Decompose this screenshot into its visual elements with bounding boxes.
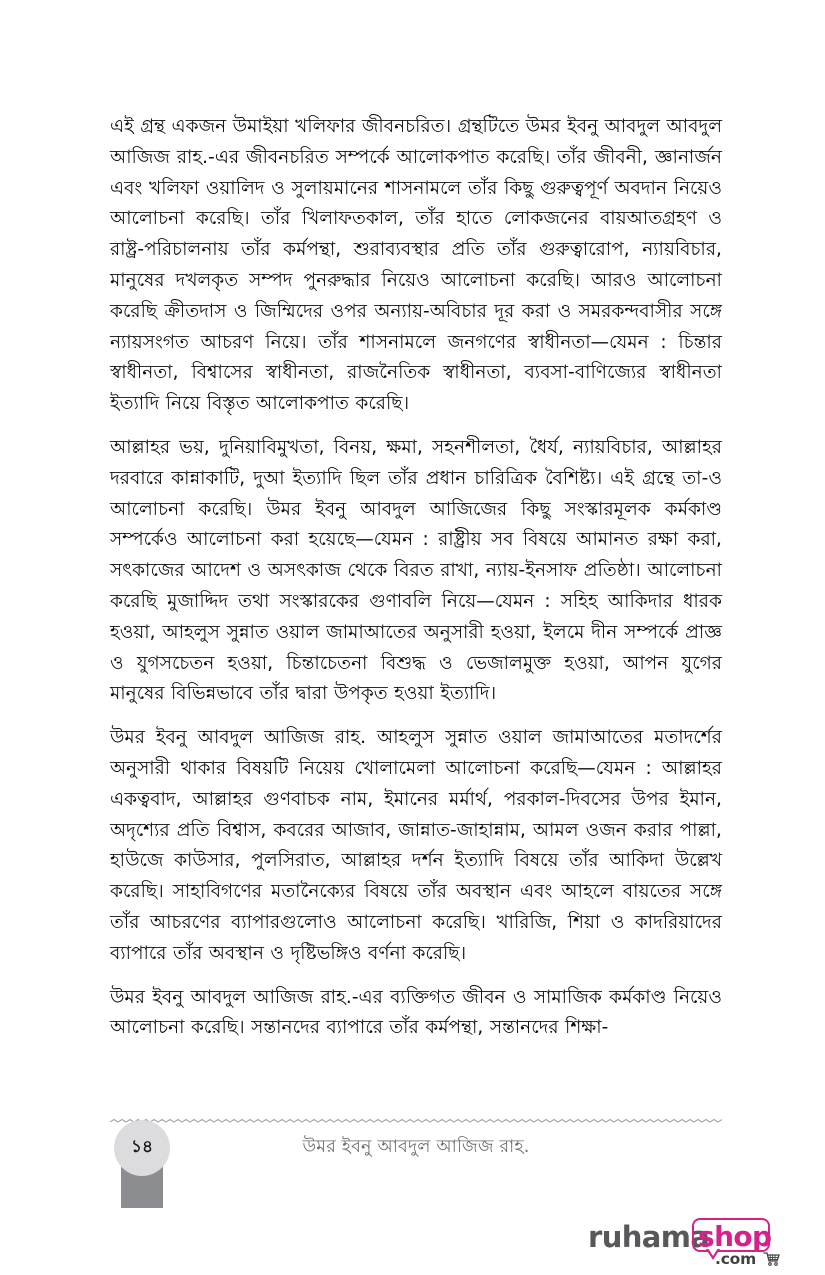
footer-divider-rule — [110, 1118, 722, 1124]
shopping-cart-icon — [763, 1251, 780, 1267]
body-paragraph-2: আল্লাহর ভয়, দুনিয়াবিমুখতা, বিনয়, ক্ষমা, সহনশীলতা, ধৈর্য, ন্যায়বিচার, আল্লাহর দরবারে কান্নাকাটি, দুআ ইত্যাদি ছিল তাঁর প্রধান চারিত্রিক বৈশিষ্ট্য। এই গ্রন্থে তা-ও আলোচনা করেছি। উমর ইবনু আবদুল আজিজের কিছু সংস্কারমূলক কর্মকাণ্ড সম্পর্কেও আলোচনা করা হয়েছে—যেমন : রাষ্ট্রীয় সব বিষয়ে আমানত রক্ষা করা, সৎকাজের আদেশ ও অসৎকাজ থেকে বিরত রাখা, ন্যায়-ইনসাফ প্রতিষ্ঠা। আলোচনা করেছি মুজাদ্দিদ তথা সংস্কারকের গুণাবলি নিয়ে—যেমন : সহিহ আকিদার ধারক হওয়া, আহলুস সুন্নাত ওয়াল জামাআতের অনুসারী হওয়া, ইলমে দীন সম্পর্কে প্রাজ্ঞ ও যুগসচেতন হওয়া, চিন্তাচেতনা বিশুদ্ধ ও ভেজালমুক্ত হওয়া, আপন যুগের মানুষের বিভিন্নভাবে তাঁর দ্বারা উপকৃত হওয়া ইত্যাদি। — [110, 436, 722, 705]
page-number: ১৪ — [130, 1136, 154, 1157]
body-paragraph-4: উমর ইবনু আবদুল আজিজ রাহ.-এর ব্যক্তিগত জীবন ও সামাজিক কর্মকাণ্ড নিয়েও আলোচনা করেছি। সন্তানদের ব্যাপারে তাঁর কর্মপন্থা, সন্তানদের শিক্ষা- — [110, 986, 722, 1039]
brand-domain-suffix: .com — [715, 1250, 757, 1268]
ruhamashop-logo[interactable] — [588, 1218, 784, 1270]
page-content — [110, 112, 722, 1044]
body-paragraph-1: এই গ্রন্থ একজন উমাইয়া খলিফার জীবনচরিত। গ্রন্থটিতে উমর ইবনু আবদুল আবদুল আজিজ রাহ.-এর জীবনচরিত সম্পর্কে আলোকপাত করেছি। তাঁর জীবনী, জ্ঞানার্জন এবং খলিফা ওয়ালিদ ও সুলায়মানের শাসনামলে তাঁর কিছু গুরুত্বপূর্ণ অবদান নিয়েও আলোচনা করেছি। তাঁর খিলাফতকাল, তাঁর হাতে লোকজনের বায়আতগ্রহণ ও রাষ্ট্র-পরিচালনায় তাঁর কর্মপন্থা, শুরাব্যবস্থার প্রতি তাঁর গুরুত্বারোপ, ন্যায়বিচার, মানুষের দখলকৃত সম্পদ পুনরুদ্ধার নিয়েও আলোচনা করেছি। আরও আলোচনা করেছি ক্রীতদাস ও জিম্মিদের ওপর অন্যায়-অবিচার দূর করা ও সমরকন্দবাসীর সঙ্গে ন্যায়সংগত আচরণ নিয়ে। তাঁর শাসনামলে জনগণের স্বাধীনতা—যেমন : চিন্তার স্বাধীনতা, বিশ্বাসের স্বাধীনতা, রাজনৈতিক স্বাধীনতা, ব্যবসা-বাণিজ্যের স্বাধীনতা ইত্যাদি নিয়ে বিস্তৃত আলোকপাত করেছি। — [110, 116, 722, 415]
brand-name-ruhama: ruhama — [588, 1220, 710, 1254]
brand-name-shop: shop — [698, 1220, 772, 1253]
footer-book-title: উমর ইবনু আবদুল আজিজ রাহ. — [302, 1137, 530, 1157]
body-paragraph-3: উমর ইবনু আবদুল আজিজ রাহ. আহলুস সুন্নাত ওয়াল জামাআতের মতাদর্শের অনুসারী থাকার বিষয়টি নিয়েয় খোলামেলা আলোচনা করেছি—যেমন : আল্লাহর একত্ববাদ, আল্লাহর গুণবাচক নাম, ইমানের মর্মার্থ, পরকাল-দিবসের উপর ইমান, অদৃশ্যের প্রতি বিশ্বাস, কবরের আজাব, জান্নাত-জাহান্নাম, আমল ওজন করার পাল্লা, হাউজে কাউসার, পুলসিরাত, আল্লাহর দর্শন ইত্যাদি বিষয়ে তাঁর আকিদা উল্লেখ করেছি। সাহাবিগণের মতানৈক্যের বিষয়ে তাঁর অবস্থান এবং আহলে বায়তের সঙ্গে তাঁর আচরণের ব্যাপারগুলোও আলোচনা করেছি। খারিজি, শিয়া ও কাদরিয়াদের ব্যাপারে তাঁর অবস্থান ও দৃষ্টিভঙ্গিও বর্ণনা করেছি। — [110, 727, 722, 964]
page-footer — [110, 1118, 722, 1218]
